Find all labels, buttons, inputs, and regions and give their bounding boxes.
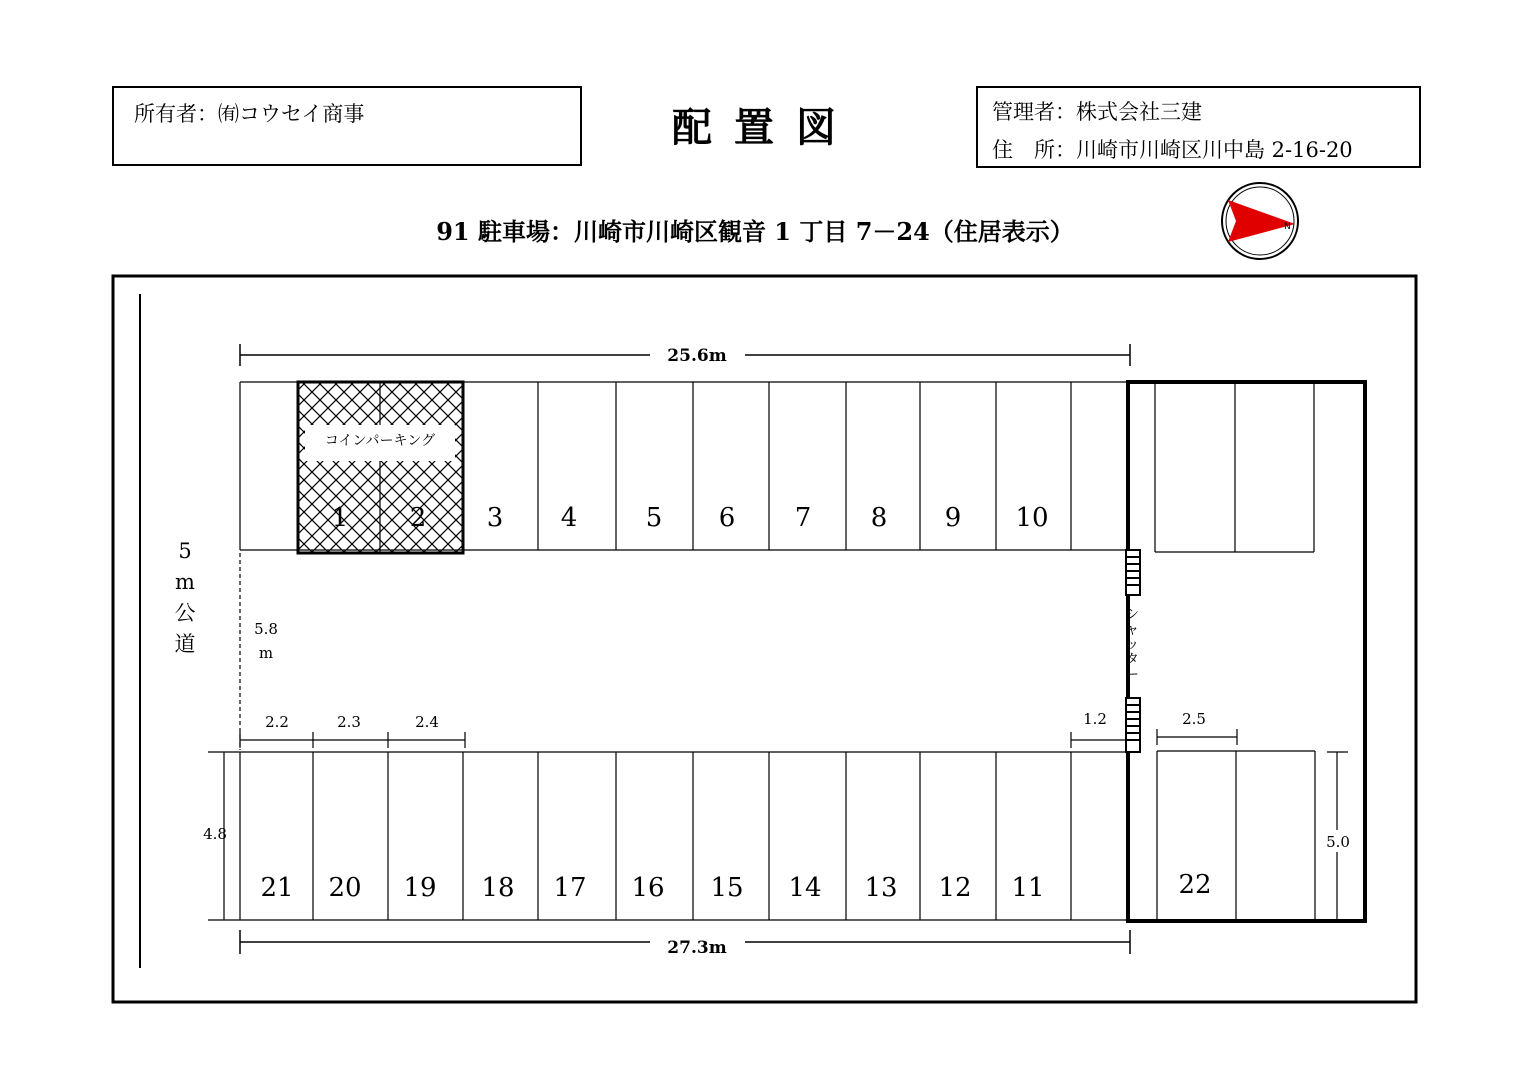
compass-label: N: [1284, 222, 1291, 232]
space-number-4: 4: [560, 503, 578, 533]
space-number-22: 22: [1178, 870, 1212, 900]
space-width-dimensions: [240, 729, 1237, 748]
road-char: 5: [178, 539, 192, 563]
aisle-width-unit: m: [258, 644, 274, 662]
space-number-20: 20: [328, 873, 362, 903]
depth-label-5-0: 5.0: [1326, 833, 1350, 851]
space-number-17: 17: [553, 873, 587, 903]
shutter-char: ッ: [1125, 637, 1139, 653]
space-number-1: 1: [331, 503, 349, 533]
road-char: m: [175, 570, 195, 594]
width-label-2-5: 2.5: [1182, 710, 1206, 728]
manager-address: 住 所：川崎市川崎区川中島 2-16-20: [992, 138, 1353, 162]
road-char: 道: [174, 632, 196, 656]
space-number-6: 6: [718, 503, 736, 533]
north-arrow-icon: [1222, 183, 1298, 259]
top-length-label: 25.6m: [667, 346, 727, 366]
road-label: [174, 536, 196, 660]
space-number-14: 14: [788, 873, 822, 903]
bottom-length-label: 27.3m: [667, 938, 727, 958]
space-number-2: 2: [409, 503, 427, 533]
space-number-16: 16: [631, 873, 665, 903]
space-number-5: 5: [645, 503, 663, 533]
space-number-19: 19: [403, 873, 437, 903]
shutter-char: シ: [1125, 607, 1139, 623]
space-number-12: 12: [938, 873, 972, 903]
shutter-char: タ: [1125, 652, 1139, 668]
shutter-char: ー: [1125, 667, 1139, 683]
depth-label-4-8: 4.8: [203, 825, 227, 843]
owner-text: 所有者：㈲コウセイ商事: [134, 102, 365, 126]
top-dimension: [240, 344, 1130, 366]
width-label-1-2: 1.2: [1083, 710, 1107, 728]
aisle-width-value: 5.8: [254, 620, 278, 638]
width-label-2-3: 2.3: [337, 713, 361, 731]
road-char: 公: [174, 601, 196, 625]
shutter-char: ャ: [1125, 622, 1139, 638]
space-number-3: 3: [486, 503, 504, 533]
parking-address-title: 91 駐車場：川崎市川崎区観音 1 丁目 7－24（住居表示）: [436, 217, 1074, 246]
space-number-11: 11: [1011, 873, 1045, 903]
shutter-marker-top: [1126, 550, 1140, 595]
shutter-marker-bottom: [1126, 698, 1140, 752]
space-number-8: 8: [870, 503, 888, 533]
width-label-2-4: 2.4: [415, 713, 439, 731]
width-label-2-2: 2.2: [265, 713, 289, 731]
space-number-13: 13: [864, 873, 898, 903]
space-number-21: 21: [260, 873, 294, 903]
coin-parking-label: コインパーキング: [324, 433, 436, 449]
manager-name: 管理者：株式会社三建: [992, 100, 1202, 124]
bottom-dimension: [240, 930, 1130, 958]
space-number-15: 15: [710, 873, 744, 903]
space-number-10: 10: [1015, 503, 1049, 533]
shutter-label: [1122, 608, 1142, 683]
coin-parking-area: [298, 382, 463, 553]
space-number-18: 18: [481, 873, 515, 903]
space-number-7: 7: [794, 503, 812, 533]
bottom-space-numbers: [260, 873, 1044, 903]
space-number-9: 9: [944, 503, 962, 533]
page-title: 配置図: [672, 104, 858, 151]
